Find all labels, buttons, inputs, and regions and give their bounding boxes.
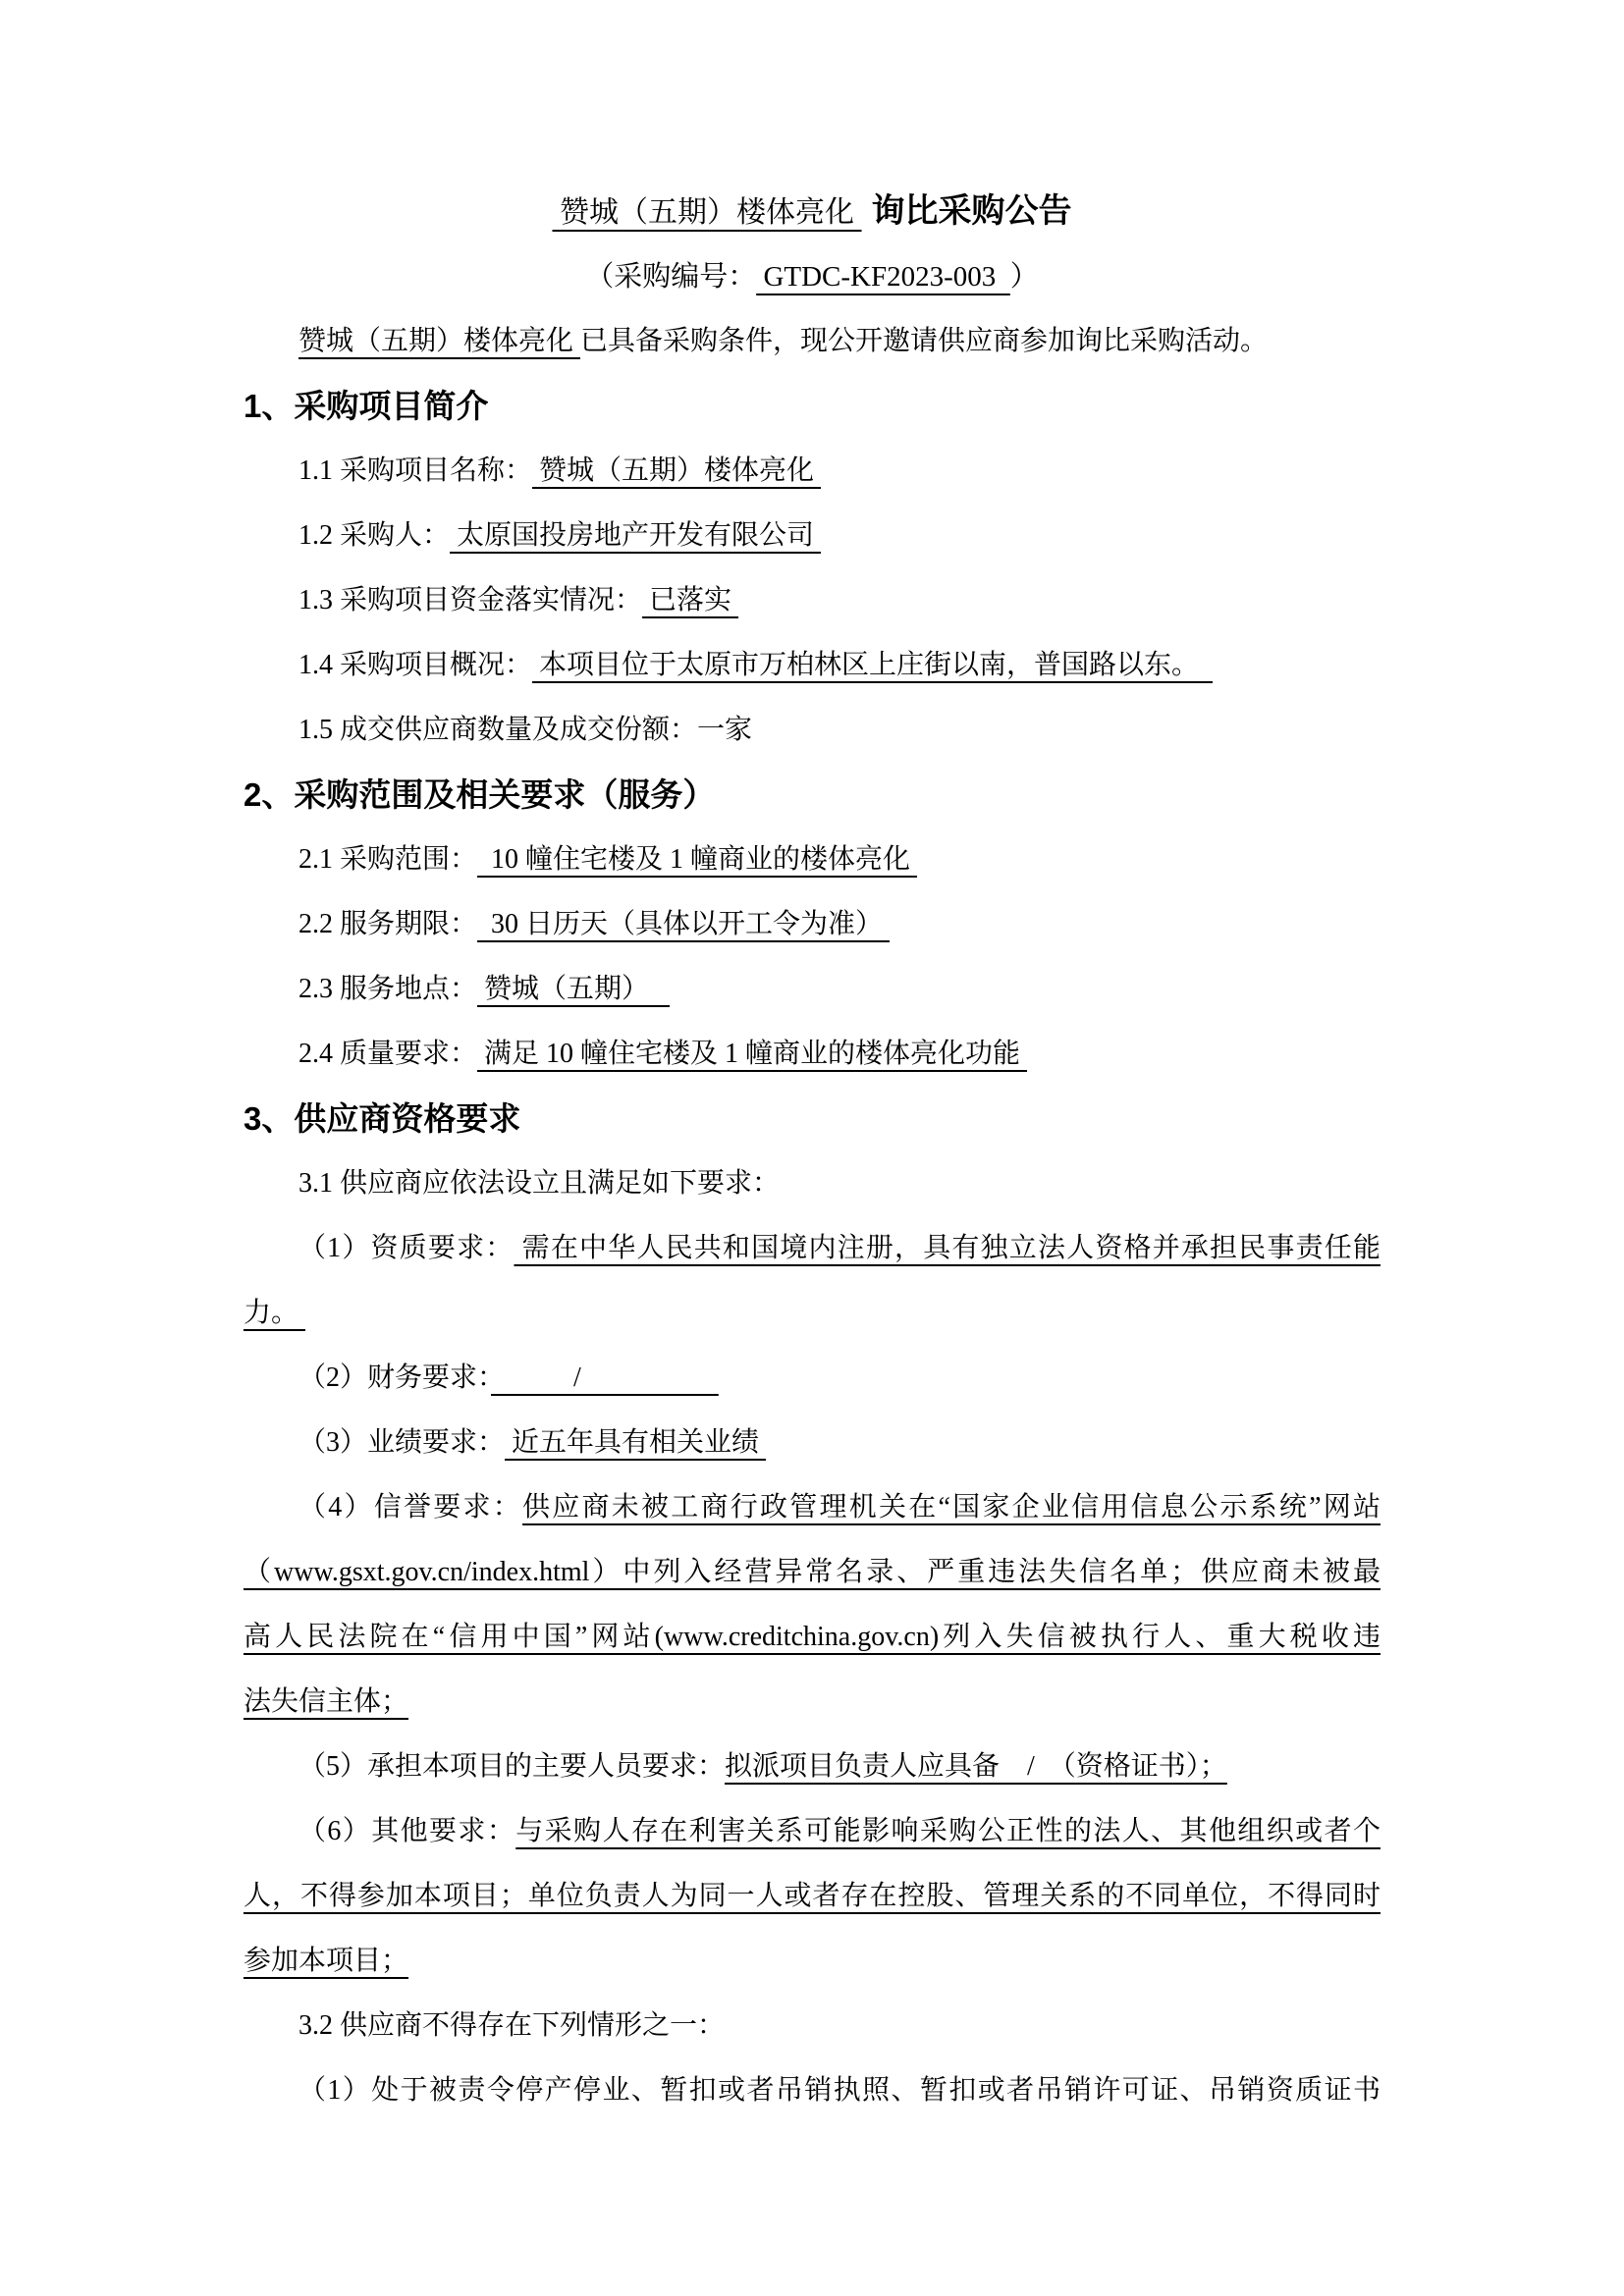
- line-text: 1、采购项目简介: [244, 388, 489, 424]
- procurement-number-value: GTDC-KF2023-003: [756, 261, 1010, 293]
- document-line: [244, 309, 1380, 374]
- document-line: [244, 1670, 1380, 1735]
- line-underlined-value: 赞城（五期）: [477, 974, 671, 1004]
- title-announcement-type: 询比采购公告: [871, 192, 1072, 230]
- document-line: [244, 1864, 1380, 1929]
- line-underlined-value: 本项目位于太原市万柏林区上庄街以南，普国路以东。: [532, 650, 1214, 680]
- document-line: [244, 1346, 1380, 1411]
- line-text: 2.2 服务期限：: [298, 909, 478, 939]
- document-title: [244, 179, 1380, 244]
- line-underlined-value: 法失信主体；: [244, 1686, 409, 1717]
- line-underlined-value: （www.gsxt.gov.cn/index.html）中列入经营异常名录、严重违法失信名单；供应商未被最: [244, 1557, 1380, 1587]
- line-underlined-value: 太原国投房地产开发有限公司: [450, 520, 822, 551]
- line-underlined-value: 供应商未被工商行政管理机关在“国家企业信用信息公示系统”网站: [521, 1492, 1380, 1522]
- line-text: 1.3 采购项目资金落实情况：: [298, 585, 643, 615]
- line-underlined-value: 参加本项目；: [244, 1946, 409, 1976]
- title-project-name: 赞城（五期）楼体亮化: [552, 196, 862, 229]
- document-line: [244, 1605, 1380, 1670]
- line-text: （3）业绩要求：: [298, 1427, 506, 1458]
- line-text: 2.4 质量要求：: [298, 1039, 478, 1069]
- line-underlined-value: 需在中华人民共和国境内注册，具有独立法人资格并承担民事责任能: [514, 1233, 1380, 1263]
- line-underlined-value: 拟派项目负责人应具备 / （资格证书）；: [725, 1751, 1227, 1782]
- document-line: [244, 568, 1380, 633]
- line-underlined-value: 赞城（五期）楼体亮化: [532, 455, 822, 486]
- line-text: 3.1 供应商应依法设立且满足如下要求：: [298, 1168, 781, 1199]
- document-line: [244, 828, 1380, 892]
- document-line: [244, 504, 1380, 568]
- procurement-number-close-paren: ）: [1009, 261, 1039, 293]
- line-underlined-value: 与采购人存在利害关系可能影响采购公正性的法人、其他组织或者个: [515, 1816, 1380, 1846]
- document-line: [244, 1735, 1380, 1799]
- document-line: [244, 439, 1380, 504]
- line-underlined-value: 赞城（五期）楼体亮化: [298, 326, 581, 356]
- line-underlined-value: /: [491, 1362, 719, 1393]
- line-text: 2.3 服务地点：: [298, 974, 478, 1004]
- line-underlined-value: 30 日历天（具体以开工令为准）: [477, 909, 891, 939]
- document-line: [244, 957, 1380, 1022]
- line-text: （2）财务要求：: [298, 1362, 492, 1393]
- document-line: [244, 1929, 1380, 1994]
- document-line: [244, 2058, 1380, 2123]
- line-underlined-value: 已落实: [642, 585, 739, 615]
- line-text: 1.5 成交供应商数量及成交份额：一家: [298, 715, 753, 745]
- line-text: （4）信誉要求：: [298, 1492, 522, 1522]
- line-text: （1）处于被责令停产停业、暂扣或者吊销执照、暂扣或者吊销许可证、吊销资质证书: [298, 2075, 1380, 2106]
- line-text: （5）承担本项目的主要人员要求：: [298, 1751, 726, 1782]
- line-underlined-value: 人，不得参加本项目；单位负责人为同一人或者存在控股、管理关系的不同单位，不得同时: [244, 1881, 1380, 1911]
- procurement-number-line: [244, 244, 1380, 309]
- document-line: [244, 1475, 1380, 1540]
- document-line: [244, 633, 1380, 698]
- procurement-number-label: （采购编号：: [585, 261, 757, 293]
- section-heading: [244, 763, 1380, 828]
- document-line: [244, 1216, 1380, 1281]
- line-text: 2.1 采购范围：: [298, 844, 478, 875]
- document-body: [244, 309, 1380, 2123]
- line-text: 3.2 供应商不得存在下列情形之一：: [298, 2010, 726, 2041]
- document-line: [244, 1022, 1380, 1087]
- line-underlined-value: 高人民法院在“信用中国”网站(www.creditchina.gov.cn)列入失信被执行人、重大税收违: [244, 1622, 1380, 1652]
- section-heading: [244, 1087, 1380, 1151]
- document-line: [244, 1540, 1380, 1605]
- line-underlined-value: 满足 10 幢住宅楼及 1 幢商业的楼体亮化功能: [477, 1039, 1028, 1069]
- document-line: [244, 698, 1380, 763]
- document-line: [244, 1799, 1380, 1864]
- line-text: 1.1 采购项目名称：: [298, 455, 533, 486]
- document-line: [244, 1411, 1380, 1475]
- line-text: 1.2 采购人：: [298, 520, 451, 551]
- line-text: 1.4 采购项目概况：: [298, 650, 533, 680]
- line-text: 2、采购范围及相关要求（服务）: [244, 776, 716, 813]
- line-text: （6）其他要求：: [298, 1816, 516, 1846]
- line-underlined-value: 力。: [244, 1298, 306, 1328]
- line-text: 3、供应商资格要求: [244, 1100, 521, 1137]
- line-text: 已具备采购条件，现公开邀请供应商参加询比采购活动。: [580, 326, 1269, 356]
- document-line: [244, 1281, 1380, 1346]
- document-line: [244, 1994, 1380, 2058]
- line-text: （1）资质要求：: [298, 1233, 514, 1263]
- section-heading: [244, 374, 1380, 439]
- line-underlined-value: 近五年具有相关业绩: [505, 1427, 767, 1458]
- document-line: [244, 892, 1380, 957]
- document-line: [244, 1151, 1380, 1216]
- line-underlined-value: 10 幢住宅楼及 1 幢商业的楼体亮化: [477, 844, 918, 875]
